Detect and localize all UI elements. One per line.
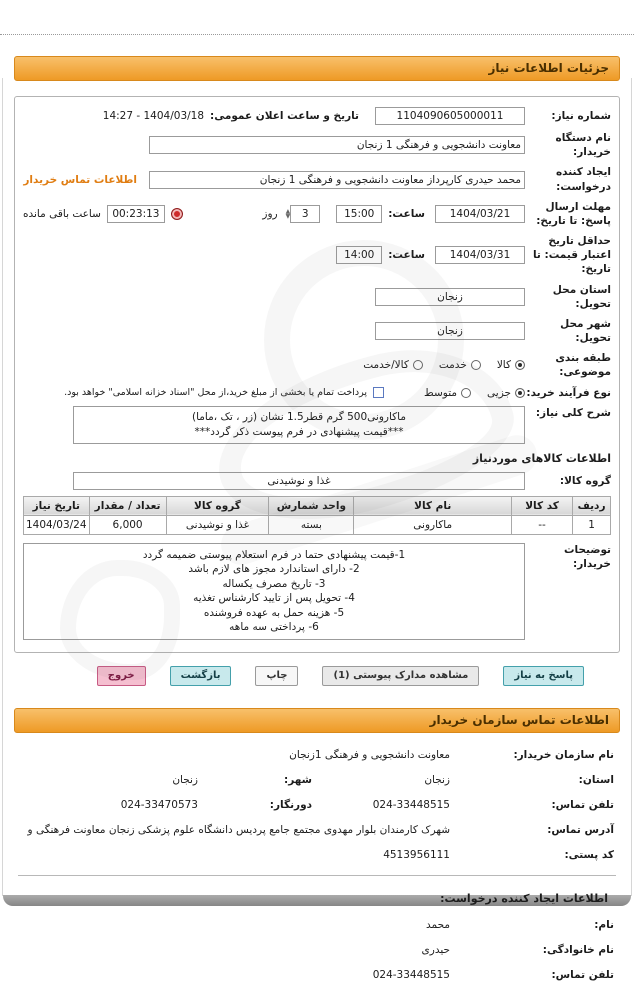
creator-row-phone [20,969,614,981]
purchase-process-label: نوع فرآیند خرید: [526,386,611,399]
postal-code-label: کد پستی: [564,848,614,861]
announce-datetime-label: تاریخ و ساعت اعلان عمومی: [210,110,359,122]
category-option-goods-service[interactable] [363,359,423,371]
action-buttons-row [14,666,584,686]
delivery-province-label: استان محل تحویل: [552,283,611,310]
need-details-form [14,96,620,653]
buyer-note-line: 2- دارای استاندارد مجوز های لازم باشد [188,563,360,576]
contact-fax-value: 024-33470573 [120,798,198,811]
row-delivery-province [23,283,611,311]
back-button[interactable]: بازگشت [170,666,232,686]
buyer-note-line: 4- تحویل پس از تایید کارشناس تغذیه [193,592,355,605]
category-option-goods[interactable] [497,359,525,371]
col-row-number: ردیف [573,496,611,515]
contact-row-province-city [20,774,614,786]
buyer-note-line: 1-قیمت پیشنهادی حتما در فرم استعلام پیوستی ضمیمه گردد [142,548,406,561]
remaining-time-label: ساعت باقی مانده [23,207,101,220]
validity-time-input[interactable]: 14:00 [336,246,382,264]
request-creator-input[interactable]: محمد حیدری کارپرداز معاونت دانشجویی و فرهنگی 1 زنجان [149,171,525,189]
contact-province-label: استان: [578,773,614,786]
contact-row-address [20,824,614,836]
days-stepper-icon[interactable]: ▲ ▼ [285,207,291,220]
validity-hour-label: ساعت: [388,249,425,262]
radio-selected-icon[interactable] [515,360,525,370]
buyer-notes-label: توضیحات خریدار: [563,543,611,570]
days-unit-label: روز [262,207,278,220]
treasury-checkbox[interactable] [373,387,384,398]
contact-address-label: آدرس تماس: [547,823,614,836]
creator-row-first-name [20,919,614,931]
postal-code-value: 4513956111 [383,848,450,861]
delivery-city-input[interactable]: زنجان [375,322,525,340]
cell-need-date: 1404/03/24 [24,515,90,534]
row-subject-category [23,351,611,379]
need-description-label: شرح کلی نیاز: [535,406,611,419]
contact-row-phone-fax [20,799,614,811]
goods-table-header-row [24,496,611,515]
goods-group-label: گروه کالا: [559,474,611,487]
row-purchase-process [23,386,611,400]
goods-table [23,496,611,535]
need-description-line1: ماکارونی500 گرم قطر1.5 نشان (زر ، تک ،ماما) [192,410,406,423]
print-button[interactable]: چاپ [255,666,298,686]
deadline-date-input[interactable]: 1404/03/21 [435,205,525,223]
col-need-date: تاریخ نیاز [24,496,90,515]
first-name-value: محمد [426,918,450,931]
col-item-group: گروه کالا [166,496,269,515]
price-validity-label: حداقل تاریخ اعتبار قیمت: تا تاریخ: [532,235,611,276]
page-title: جزئیات اطلاعات نیاز [488,61,609,75]
col-item-code: کد کالا [511,496,572,515]
buyer-org-label: نام دستگاه خریدار: [555,132,611,159]
row-price-validity [23,234,611,277]
buyer-note-line: 5- هزینه حمل به عهده فروشنده [203,606,345,619]
remaining-time-box: 00:23:13 [107,205,165,223]
process-option-label: متوسط [424,386,458,399]
subject-category-label: طبقه بندی موضوعی: [555,352,611,379]
buyer-note-line: 3- تاریخ مصرف یکساله [222,577,326,590]
cell-quantity: 6,000 [89,515,166,534]
buyer-org-input[interactable]: معاونت دانشجویی و فرهنگی 1 زنجان [149,136,525,154]
org-name-label: نام سازمان خریدار: [513,748,614,761]
need-number-label: شماره نیاز: [551,109,611,122]
goods-group-input[interactable]: غذا و نوشیدنی [73,472,525,490]
response-deadline-label: مهلت ارسال پاسخ: تا تاریخ: [536,200,611,227]
cell-item-code: -- [511,515,572,534]
category-option-label: کالا [496,359,511,372]
creator-section-title: اطلاعات ایجاد کننده درخواست: [440,891,608,905]
radio-icon[interactable] [413,360,423,370]
need-description-box[interactable] [73,406,525,444]
deadline-hour-label: ساعت: [388,207,425,220]
row-delivery-city [23,317,611,345]
buyer-contact-section [14,733,620,861]
contact-address-value: شهرک کارمندان بلوار مهدوی مجتمع جامع پردیس دانشگاه علوم پزشکی زنجان معاونت فرهنگی و [27,823,450,836]
remaining-days-input[interactable]: 3 [290,205,320,223]
category-option-label: کالا/خدمت [363,359,409,372]
radio-selected-icon[interactable] [515,388,525,398]
section-header-buyer-contact [14,708,620,733]
validity-date-input[interactable]: 1404/03/31 [435,246,525,264]
need-number-input[interactable]: 1104090605000011 [375,107,525,125]
delivery-city-label: شهر محل تحویل: [560,317,611,345]
buyer-notes-box[interactable] [23,543,525,640]
process-option-minor[interactable] [487,387,525,399]
last-name-value: حیدری [421,943,450,956]
section-divider [18,875,616,876]
col-quantity: تعداد / مقدار [89,496,166,515]
request-creator-section [14,892,620,981]
contact-row-org [20,749,614,761]
cell-unit: بسته [269,515,354,534]
radio-icon[interactable] [461,388,471,398]
goods-section-title: اطلاعات کالاهای موردنیاز [472,451,611,465]
deadline-time-input[interactable]: 15:00 [336,205,382,223]
row-need-description [23,406,611,444]
respond-to-need-button[interactable]: پاسخ به نیاز [503,666,584,686]
creator-phone-label: تلفن تماس: [551,968,614,981]
category-option-service[interactable] [439,359,481,371]
buyer-contact-title: اطلاعات تماس سازمان خریدار [429,712,609,727]
row-request-creator [23,165,611,193]
section-header-need-details [14,56,620,81]
col-item-name: نام کالا [354,496,512,515]
category-option-label: خدمت [438,359,467,372]
request-creator-label: ایجاد کننده درخواست: [555,166,611,193]
cell-row-number: 1 [573,515,611,534]
contact-city-value: زنجان [172,773,198,786]
row-need-number [23,107,611,125]
last-name-label: نام خانوادگی: [542,943,614,956]
radio-icon[interactable] [471,360,481,370]
contact-province-value: زنجان [424,773,450,786]
treasury-note: پرداخت تمام یا بخشی از مبلغ خرید،از محل "اسناد خزانه اسلامی" خواهد بود. [64,387,368,399]
table-row [24,515,611,534]
contact-phone-value: 024-33448515 [372,798,450,811]
row-buyer-notes [23,543,611,640]
contact-city-label: شهر: [284,773,312,786]
cell-item-name: ماکارونی [354,515,512,534]
need-description-line2: ***قیمت پیشنهادی در فرم پیوست ذکر گردد*** [194,425,404,438]
row-buyer-org [23,131,611,159]
buyer-note-line: 6- پرداختی سه ماهه [229,621,319,634]
creator-row-last-name [20,944,614,956]
contact-phone-label: تلفن تماس: [551,798,614,811]
clock-icon [171,208,183,220]
buyer-contact-link[interactable]: اطلاعات تماس خریدار [23,173,137,186]
contact-fax-label: دورنگار: [269,798,312,811]
announce-datetime-value: 1404/03/18 - 14:27 [102,110,205,122]
col-unit: واحد شمارش [269,496,354,515]
exit-button[interactable]: خروج [97,666,146,686]
cell-item-group: غذا و نوشیدنی [166,515,269,534]
first-name-label: نام: [594,918,614,931]
delivery-province-input[interactable]: زنجان [375,288,525,306]
process-option-medium[interactable] [424,387,471,399]
row-goods-group [23,472,611,490]
creator-phone-value: 024-33448515 [372,968,450,981]
contact-row-postal [20,849,614,861]
org-name-value: معاونت دانشجویی و فرهنگی 1زنجان [289,748,450,761]
view-attachments-button[interactable]: مشاهده مدارک پیوستی (1) [322,666,479,686]
process-option-label: جزیی [487,386,511,399]
row-response-deadline [23,200,611,228]
